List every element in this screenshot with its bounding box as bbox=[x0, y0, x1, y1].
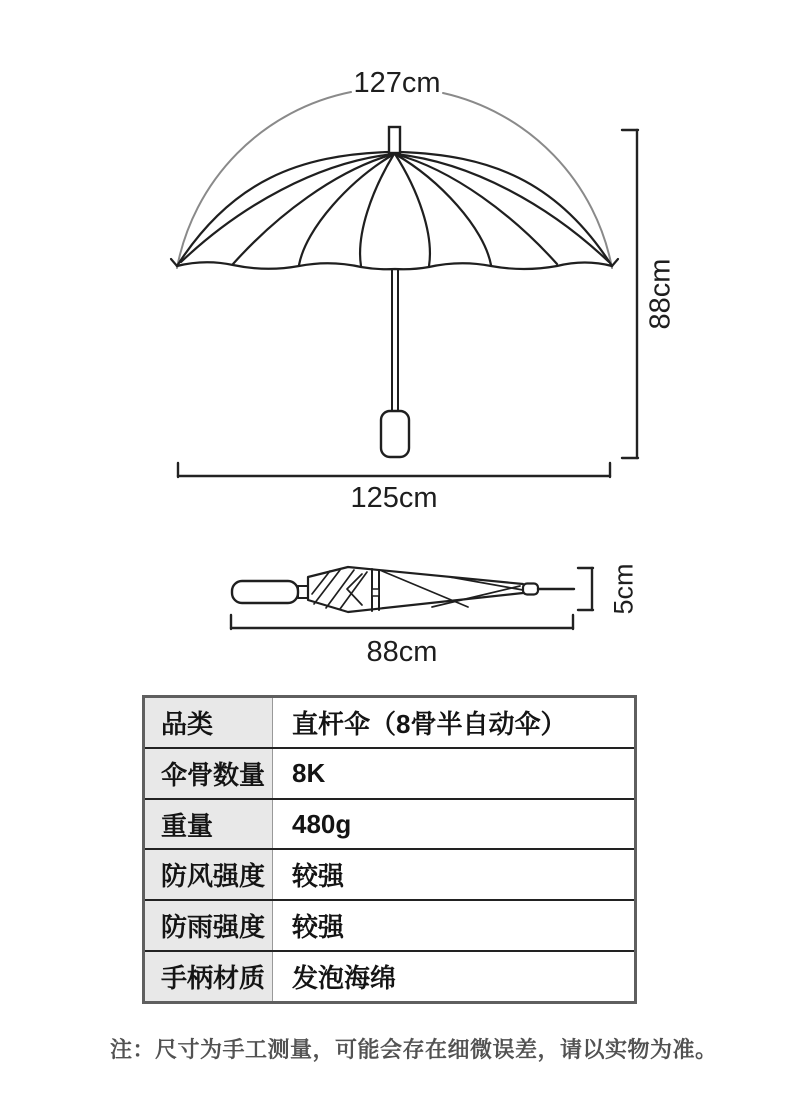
table-row bbox=[145, 798, 634, 849]
canopy-arc-label: 127cm bbox=[353, 67, 441, 99]
closed-length-label: 88cm bbox=[366, 636, 438, 668]
handle bbox=[381, 411, 409, 457]
open-height-dimension-line bbox=[622, 130, 638, 458]
open-width-label: 125cm bbox=[350, 482, 438, 514]
spec-value: 较强 bbox=[292, 861, 345, 892]
spec-label: 伞骨数量 bbox=[145, 749, 273, 798]
closed-umbrella-drawing bbox=[232, 567, 574, 612]
shaft bbox=[392, 269, 398, 411]
table-row bbox=[145, 950, 634, 1001]
closed-diameter-label: 5cm bbox=[608, 563, 639, 615]
closed-length-dimension-line bbox=[231, 615, 573, 629]
spec-label: 防雨强度 bbox=[145, 901, 273, 950]
canopy-drawing bbox=[171, 127, 618, 269]
spec-value: 8K bbox=[292, 757, 326, 788]
strap-button bbox=[372, 589, 379, 596]
closed-diameter-dimension-line bbox=[578, 568, 593, 610]
table-row bbox=[145, 747, 634, 798]
spec-label: 防风强度 bbox=[145, 850, 273, 899]
table-row bbox=[145, 698, 634, 747]
spec-value: 直杆伞（8骨半自动伞） bbox=[292, 708, 567, 739]
spec-value: 发泡海绵 bbox=[292, 963, 397, 994]
footnote: 注：尺寸为手工测量，可能会存在细微误差，请以实物为准。 bbox=[110, 1037, 718, 1062]
spec-value: 较强 bbox=[292, 912, 345, 943]
canopy-arc-dimension bbox=[177, 92, 612, 268]
spec-label: 品类 bbox=[145, 698, 273, 747]
umbrella-tip-cap bbox=[389, 127, 400, 153]
table-row bbox=[145, 848, 634, 899]
table-row bbox=[145, 899, 634, 950]
spec-value: 480g bbox=[292, 808, 352, 839]
open-height-label: 88cm bbox=[644, 258, 677, 330]
spec-label: 手柄材质 bbox=[145, 952, 273, 1001]
closed-handle bbox=[232, 581, 298, 603]
spec-table bbox=[142, 695, 637, 1004]
spec-label: 重量 bbox=[145, 800, 273, 849]
open-width-dimension-line bbox=[178, 463, 610, 477]
